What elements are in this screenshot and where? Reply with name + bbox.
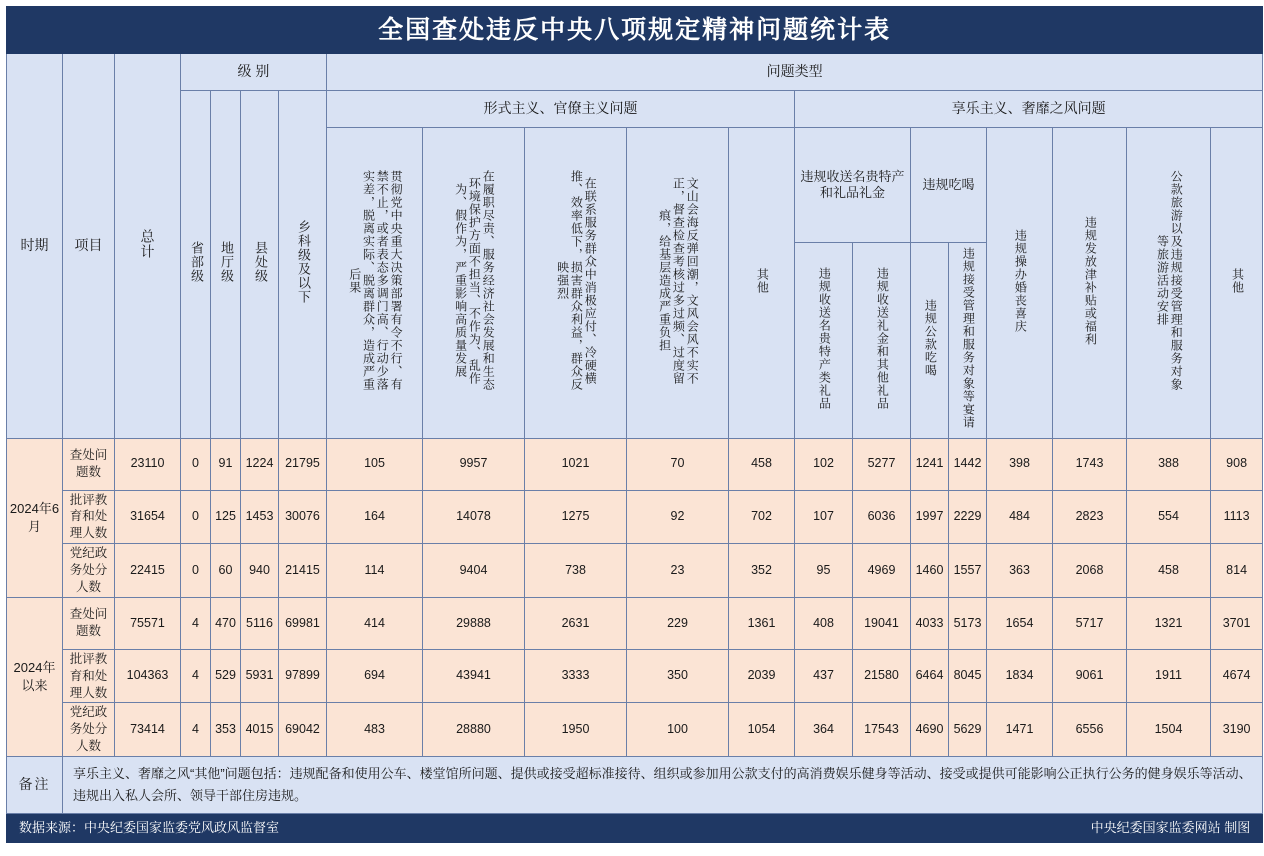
table-row [7, 703, 1263, 757]
cell-value: 9404 [423, 544, 525, 598]
row-label: 查处问题数 [63, 597, 115, 649]
cell-value: 352 [729, 544, 795, 598]
cell-value: 398 [987, 438, 1053, 490]
cell-value: 1224 [241, 438, 279, 490]
cell-value: 105 [327, 438, 423, 490]
cell-value: 43941 [423, 649, 525, 703]
period-label-2: 2024年以来 [7, 597, 63, 756]
row-label: 党纪政务处分人数 [63, 703, 115, 757]
header-total-label: 总计 [139, 228, 156, 259]
header-formalism-col-1: 贯彻党中央重大决策部署有令不行、有禁不止，或者表态多调门高、行动少落实差，脱离实际、脱离群众，造成严重后果 [327, 128, 423, 439]
cell-value: 2229 [949, 490, 987, 544]
cell-value: 1911 [1127, 649, 1211, 703]
row-label: 批评教育和处理人数 [63, 490, 115, 544]
cell-value: 14078 [423, 490, 525, 544]
cell-value: 484 [987, 490, 1053, 544]
cell-value: 6036 [853, 490, 911, 544]
cell-value: 2823 [1053, 490, 1127, 544]
cell-value: 1460 [911, 544, 949, 598]
cell-value: 19041 [853, 597, 911, 649]
header-formalism-other: 其他 [729, 128, 795, 439]
cell-value: 738 [525, 544, 627, 598]
cell-value: 2631 [525, 597, 627, 649]
cell-value: 364 [795, 703, 853, 757]
cell-value: 1834 [987, 649, 1053, 703]
header-row-1 [7, 54, 1263, 91]
header-total [115, 54, 181, 439]
cell-value: 437 [795, 649, 853, 703]
row-label: 批评教育和处理人数 [63, 649, 115, 703]
cell-value: 1743 [1053, 438, 1127, 490]
cell-value: 1361 [729, 597, 795, 649]
cell-value: 1557 [949, 544, 987, 598]
cell-value: 814 [1211, 544, 1263, 598]
cell-value: 4015 [241, 703, 279, 757]
cell-value: 5629 [949, 703, 987, 757]
cell-total: 31654 [115, 490, 181, 544]
header-travel-col: 公款旅游以及违规接受管理和服务对象等旅游活动安排 [1127, 128, 1211, 439]
cell-total: 75571 [115, 597, 181, 649]
header-row-2 [7, 91, 1263, 128]
cell-value: 702 [729, 490, 795, 544]
header-level-group: 级 别 [181, 54, 327, 91]
cell-value: 0 [181, 438, 211, 490]
cell-value: 3333 [525, 649, 627, 703]
header-hedonism-other: 其他 [1211, 128, 1263, 439]
cell-value: 5173 [949, 597, 987, 649]
title-row [7, 7, 1263, 54]
cell-value: 17543 [853, 703, 911, 757]
header-problem-type: 问题类型 [327, 54, 1263, 91]
cell-value: 114 [327, 544, 423, 598]
source-text: 数据来源：中央纪委国家监委党风政风监督室 [19, 820, 280, 836]
cell-value: 458 [1127, 544, 1211, 598]
cell-value: 97899 [279, 649, 327, 703]
cell-value: 414 [327, 597, 423, 649]
header-gift-group: 违规收送名贵特产和礼品礼金 [795, 128, 911, 243]
cell-value: 5717 [1053, 597, 1127, 649]
cell-value: 23 [627, 544, 729, 598]
cell-value: 21580 [853, 649, 911, 703]
header-eat-group: 违规吃喝 [911, 128, 987, 243]
cell-value: 4 [181, 703, 211, 757]
header-gift-money: 违规收送礼金和其他礼品 [853, 243, 911, 439]
cell-total: 73414 [115, 703, 181, 757]
cell-value: 5277 [853, 438, 911, 490]
cell-value: 1453 [241, 490, 279, 544]
cell-value: 1241 [911, 438, 949, 490]
cell-value: 408 [795, 597, 853, 649]
cell-value: 102 [795, 438, 853, 490]
cell-value: 164 [327, 490, 423, 544]
row-label: 查处问题数 [63, 438, 115, 490]
cell-value: 95 [795, 544, 853, 598]
cell-value: 529 [211, 649, 241, 703]
source-cell [7, 814, 1263, 843]
header-wedding-col: 违规操办婚丧喜庆 [987, 128, 1053, 439]
cell-value: 4 [181, 597, 211, 649]
cell-value: 3701 [1211, 597, 1263, 649]
cell-value: 3190 [1211, 703, 1263, 757]
cell-value: 458 [729, 438, 795, 490]
cell-value: 92 [627, 490, 729, 544]
cell-value: 107 [795, 490, 853, 544]
cell-value: 1997 [911, 490, 949, 544]
cell-value: 5116 [241, 597, 279, 649]
header-level-prefecture: 地厅级 [211, 91, 241, 439]
cell-value: 1950 [525, 703, 627, 757]
cell-value: 1054 [729, 703, 795, 757]
cell-value: 21415 [279, 544, 327, 598]
cell-value: 2068 [1053, 544, 1127, 598]
cell-value: 483 [327, 703, 423, 757]
row-label: 党纪政务处分人数 [63, 544, 115, 598]
cell-value: 388 [1127, 438, 1211, 490]
header-group-formalism: 形式主义、官僚主义问题 [327, 91, 795, 128]
cell-value: 2039 [729, 649, 795, 703]
cell-value: 1471 [987, 703, 1053, 757]
cell-value: 4033 [911, 597, 949, 649]
credit-text: 中央纪委国家监委网站 制图 [1090, 820, 1251, 836]
cell-value: 229 [627, 597, 729, 649]
cell-total: 22415 [115, 544, 181, 598]
cell-value: 470 [211, 597, 241, 649]
header-allowance-col: 违规发放津补贴或福利 [1053, 128, 1127, 439]
table-row [7, 544, 1263, 598]
cell-value: 0 [181, 544, 211, 598]
page-title: 全国查处违反中央八项规定精神问题统计表 [7, 7, 1263, 54]
cell-total: 23110 [115, 438, 181, 490]
cell-value: 940 [241, 544, 279, 598]
remark-text: 享乐主义、奢靡之风“其他”问题包括：违规配备和使用公车、楼堂馆所问题、提供或接受超标准接待、组织或参加用公款支付的高消费娱乐健身等活动、接受或提供可能影响公正执行公务的健身娱乐等活动、违规出入私人会所、领导干部住房违规。 [63, 757, 1263, 814]
cell-value: 69042 [279, 703, 327, 757]
header-level-county: 县处级 [241, 91, 279, 439]
header-level-provincial: 省部级 [181, 91, 211, 439]
table-row [7, 438, 1263, 490]
cell-value: 4690 [911, 703, 949, 757]
table-row [7, 597, 1263, 649]
cell-value: 554 [1127, 490, 1211, 544]
header-public-dining: 违规公款吃喝 [911, 243, 949, 439]
header-formalism-col-4: 文山会海反弹回潮，文风会风不实不正，督查检查考核过多过频、过度留痕，给基层造成严重负担 [627, 128, 729, 439]
cell-value: 1504 [1127, 703, 1211, 757]
cell-value: 6556 [1053, 703, 1127, 757]
cell-value: 8045 [949, 649, 987, 703]
cell-value: 0 [181, 490, 211, 544]
cell-value: 91 [211, 438, 241, 490]
cell-value: 28880 [423, 703, 525, 757]
cell-value: 125 [211, 490, 241, 544]
cell-value: 1654 [987, 597, 1053, 649]
cell-value: 60 [211, 544, 241, 598]
cell-value: 1021 [525, 438, 627, 490]
cell-value: 21795 [279, 438, 327, 490]
header-gift-specialty: 违规收送名贵特产类礼品 [795, 243, 853, 439]
header-level-township: 乡科级及以下 [279, 91, 327, 439]
statistics-table [6, 6, 1263, 843]
cell-value: 1442 [949, 438, 987, 490]
cell-value: 908 [1211, 438, 1263, 490]
remark-label: 备注 [7, 757, 63, 814]
table-row [7, 649, 1263, 703]
cell-value: 9957 [423, 438, 525, 490]
cell-value: 70 [627, 438, 729, 490]
table-row [7, 490, 1263, 544]
cell-value: 694 [327, 649, 423, 703]
cell-value: 5931 [241, 649, 279, 703]
header-item: 项目 [63, 54, 115, 439]
cell-value: 4 [181, 649, 211, 703]
cell-value: 4674 [1211, 649, 1263, 703]
cell-value: 69981 [279, 597, 327, 649]
header-formalism-col-3: 在联系服务群众中消极应付、冷硬横推、效率低下，损害群众利益，群众反映强烈 [525, 128, 627, 439]
cell-value: 100 [627, 703, 729, 757]
cell-value: 6464 [911, 649, 949, 703]
cell-value: 1275 [525, 490, 627, 544]
cell-total: 104363 [115, 649, 181, 703]
cell-value: 363 [987, 544, 1053, 598]
header-group-hedonism: 享乐主义、奢靡之风问题 [795, 91, 1263, 128]
cell-value: 1113 [1211, 490, 1263, 544]
cell-value: 29888 [423, 597, 525, 649]
header-banquet: 违规接受管理和服务对象等宴请 [949, 243, 987, 439]
header-formalism-col-2: 在履职尽责、服务经济社会发展和生态环境保护方面不担当、不作为、乱作为、假作为，严重影响高质量发展 [423, 128, 525, 439]
remark-row [7, 757, 1263, 814]
cell-value: 350 [627, 649, 729, 703]
cell-value: 9061 [1053, 649, 1127, 703]
cell-value: 4969 [853, 544, 911, 598]
cell-value: 30076 [279, 490, 327, 544]
source-row [7, 814, 1263, 843]
header-period: 时期 [7, 54, 63, 439]
cell-value: 353 [211, 703, 241, 757]
cell-value: 1321 [1127, 597, 1211, 649]
period-label-1: 2024年6月 [7, 438, 63, 597]
